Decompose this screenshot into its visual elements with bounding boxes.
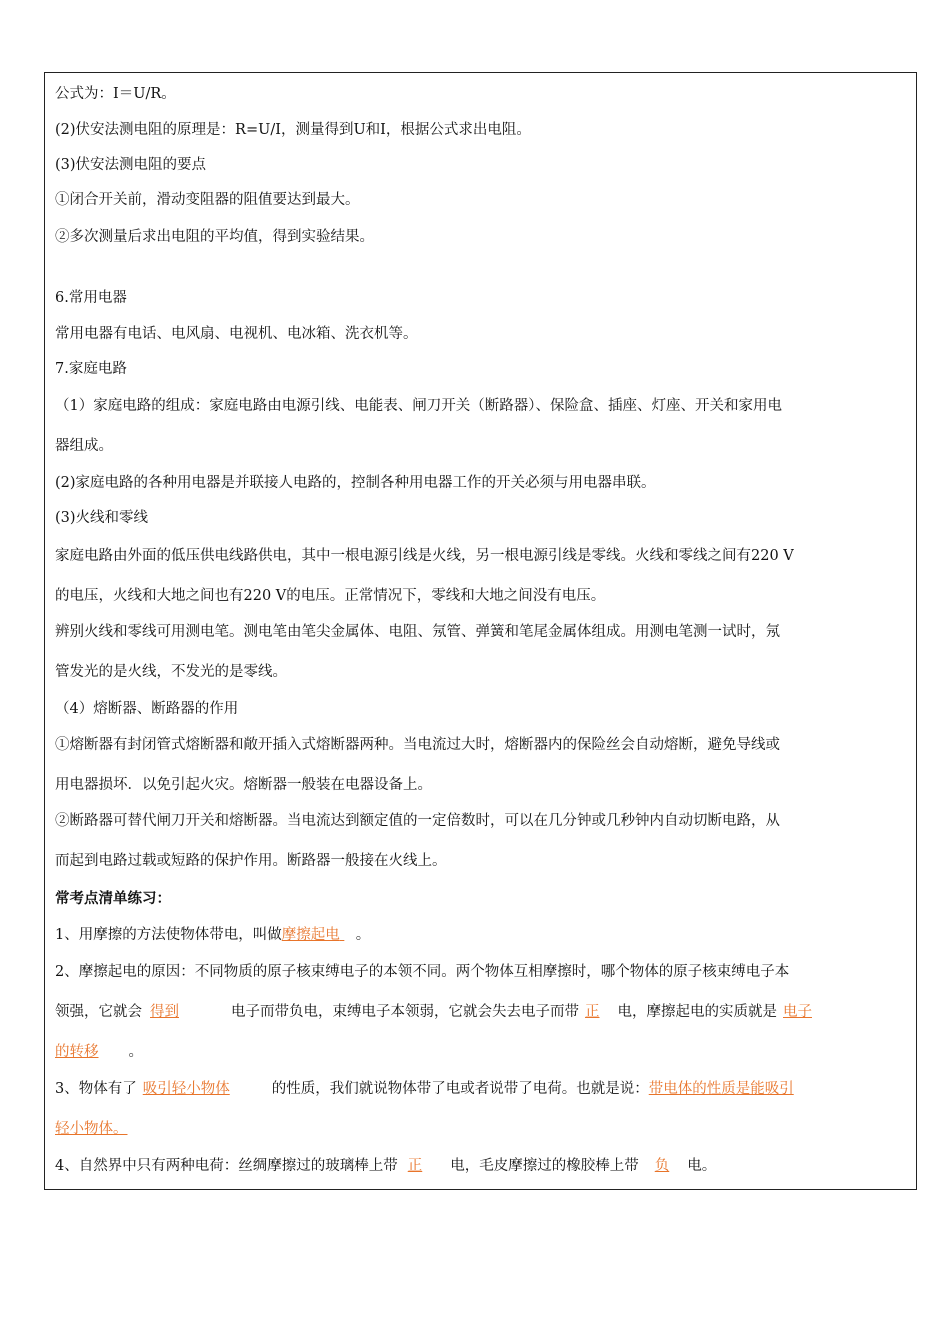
text-line: (3)伏安法测电阻的要点 [55,157,207,173]
text-line: 管发光的是火线，不发光的是零线。 [55,664,287,680]
question-2-line-3 [55,1042,143,1062]
text-line: 器组成。 [55,438,113,454]
question-text: 电子而带负电，束缚电子本领弱，它就会失去电子而带 [231,1004,579,1020]
answer-blank: 轻小物体。 [55,1121,128,1137]
text-line: (2)家庭电路的各种用电器是并联接人电路的，控制各种用电器工作的开关必须与用电器串联。 [55,475,656,491]
text-line: ①熔断器有封闭管式熔断器和敞开插入式熔断器两种。当电流过大时，熔断器内的保险丝会自动熔断，避免导线或 [55,737,780,753]
section-heading: 6.常用电器 [55,290,127,306]
question-2-line-2 [55,1002,812,1022]
question-3-line-2 [55,1119,128,1139]
answer-blank: 负 [654,1158,670,1174]
text-line: 公式为：I＝U/R。 [55,86,176,102]
question-text: 3、物体有了 [55,1081,137,1097]
question-1 [55,925,370,945]
text-line: ②多次测量后求出电阻的平均值，得到实验结果。 [55,229,374,245]
question-text: 的性质，我们就说物体带了电或者说带了电荷。也就是说： [271,1081,649,1097]
text-line: 而起到电路过载或短路的保护作用。断路器一般接在火线上。 [55,853,447,869]
text-line: ②断路器可替代闸刀开关和熔断器。当电流达到额定值的一定倍数时，可以在几分钟或几秒钟内自动切断电路，从 [55,813,780,829]
text-line: 辨别火线和零线可用测电笔。测电笔由笔尖金属体、电阻、氖管、弹簧和笔尾金属体组成。用测电笔测一试时，氖 [55,624,780,640]
text-line: (2)伏安法测电阻的原理是：R=U/I，测量得到U和I，根据公式求出电阻。 [55,122,531,138]
answer-blank: 正 [407,1158,423,1174]
question-3-line-1 [55,1079,794,1099]
text-line: 常用电器有电话、电风扇、电视机、电冰箱、洗衣机等。 [55,326,418,342]
answer-blank: 得到 [150,1004,179,1020]
question-text: 电。 [687,1158,717,1174]
answer-blank: 带电体的性质是能吸引 [648,1081,794,1097]
text-line: (3)火线和零线 [55,510,149,526]
question-text: 领强，它就会 [55,1004,142,1020]
exercise-heading: 常考点清单练习： [55,890,171,907]
answer-blank: 正 [585,1004,600,1020]
answer-blank: 摩擦起电 [281,927,340,943]
text-line: ①闭合开关前，滑动变阻器的阻值要达到最大。 [55,192,360,208]
text-line: 用电器损坏．以免引起火灾。熔断器一般装在电器设备上。 [55,777,432,793]
question-text: 。 [355,927,371,943]
answer-blank: 电子 [783,1004,812,1020]
question-text: 1、用摩擦的方法使物体带电，叫做 [55,927,282,943]
text-line: 家庭电路由外面的低压供电线路供电，其中一根电源引线是火线，另一根电源引线是零线。火线和零线之间有220 V [55,548,794,564]
text-line: 的电压，火线和大地之间也有220 V的电压。正常情况下，零线和大地之间没有电压。 [55,588,606,604]
question-text: 。 [128,1044,143,1060]
question-text: 电，摩擦起电的实质就是 [617,1004,777,1020]
blank-padding [340,925,356,945]
answer-blank: 的转移 [55,1044,99,1060]
question-4 [55,1156,716,1176]
question-2-line-1: 2、摩擦起电的原因：不同物质的原子核束缚电子的本领不同。两个物体互相摩擦时，哪个物体的原子核束缚电子本 [55,964,790,980]
answer-blank: 吸引轻小物体 [142,1081,230,1097]
text-line: （1）家庭电路的组成：家庭电路由电源引线、电能表、闸刀开关（断路器）、保险盒、插座、灯座、开关和家用电 [55,398,782,414]
section-heading: 7.家庭电路 [55,361,127,377]
question-text: 电，毛皮摩擦过的橡胶棒上带 [450,1158,639,1174]
text-line: （4）熔断器、断路器的作用 [55,701,239,717]
question-text: 4、自然界中只有两种电荷：丝绸摩擦过的玻璃棒上带 [55,1158,398,1174]
